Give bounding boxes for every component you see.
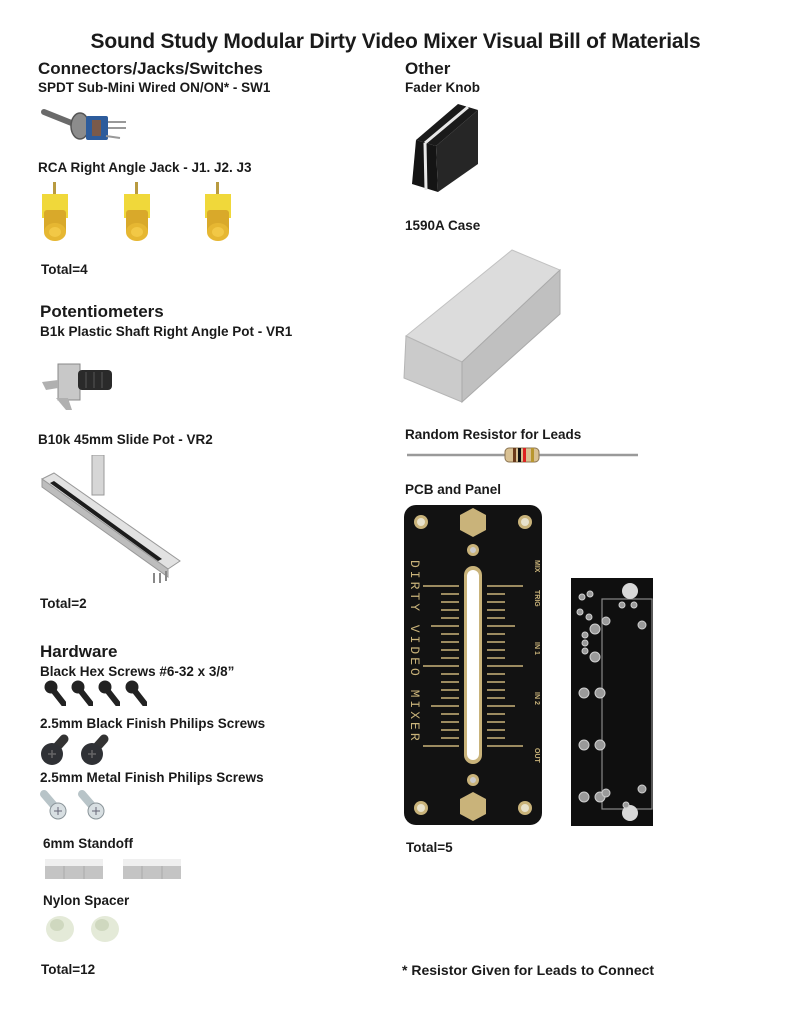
slide-pot-image (38, 455, 188, 585)
section-heading-connectors: Connectors/Jacks/Switches (38, 59, 263, 78)
rotary-pot-image (38, 358, 118, 414)
item-label-black-hex-screws: Black Hex Screws #6-32 x 3/8” (40, 664, 235, 679)
black-philips-screw-image (40, 734, 70, 766)
section-heading-potentiometers: Potentiometers (40, 302, 164, 321)
black-philips-screw-image (80, 734, 110, 766)
toggle-switch-image (40, 100, 135, 145)
item-label-black-philips-screws: 2.5mm Black Finish Philips Screws (40, 716, 266, 731)
item-label-slide-pot: B10k 45mm Slide Pot - VR2 (38, 432, 213, 447)
fader-knob-image (408, 100, 483, 195)
item-label-resistor: Random Resistor for Leads (405, 427, 582, 442)
rca-jack-image (201, 182, 235, 244)
svg-text:IN 2: IN 2 (533, 692, 540, 705)
standoff-image (122, 857, 182, 881)
black-hex-screw-image (44, 680, 66, 706)
item-label-pcb-panel: PCB and Panel (405, 482, 502, 497)
rca-jack-image (120, 182, 154, 244)
black-hex-screw-image (125, 680, 147, 706)
metal-philips-screw-image (40, 790, 68, 820)
nylon-spacer-image (45, 914, 75, 944)
panel-brand-text: DIRTY VIDEO MIXER (407, 560, 422, 744)
section-heading-hardware: Hardware (40, 642, 118, 661)
black-hex-screw-image (71, 680, 93, 706)
item-label-rca-jack: RCA Right Angle Jack - J1. J2. J3 (38, 160, 252, 175)
total-hardware: Total=12 (41, 962, 96, 977)
total-other: Total=5 (406, 840, 453, 855)
page-title: Sound Study Modular Dirty Video Mixer Visual Bill of Materials (90, 30, 701, 53)
svg-text:TRIG: TRIG (533, 590, 540, 607)
total-potentiometers: Total=2 (40, 596, 87, 611)
item-label-rotary-pot: B1k Plastic Shaft Right Angle Pot - VR1 (40, 324, 293, 339)
front-panel-image (403, 504, 543, 826)
enclosure-image (400, 244, 565, 406)
metal-philips-screw-image (78, 790, 106, 820)
standoff-image (44, 857, 104, 881)
svg-text:IN 1: IN 1 (533, 642, 540, 655)
rca-jack-image (38, 182, 72, 244)
svg-text:MIX: MIX (533, 560, 540, 573)
item-label-standoff: 6mm Standoff (43, 836, 134, 851)
resistor-image (405, 445, 640, 465)
item-label-fader-knob: Fader Knob (405, 80, 481, 95)
pcb-image (570, 577, 654, 827)
section-heading-other: Other (405, 59, 451, 78)
item-label-metal-philips-screws: 2.5mm Metal Finish Philips Screws (40, 770, 264, 785)
item-label-spdt-switch: SPDT Sub-Mini Wired ON/ON* - SW1 (38, 80, 271, 95)
item-label-1590a-case: 1590A Case (405, 218, 481, 233)
nylon-spacer-image (90, 914, 120, 944)
footnote: * Resistor Given for Leads to Connect (402, 962, 655, 978)
svg-text:OUT: OUT (533, 748, 540, 763)
total-connectors: Total=4 (41, 262, 88, 277)
black-hex-screw-image (98, 680, 120, 706)
item-label-nylon-spacer: Nylon Spacer (43, 893, 130, 908)
